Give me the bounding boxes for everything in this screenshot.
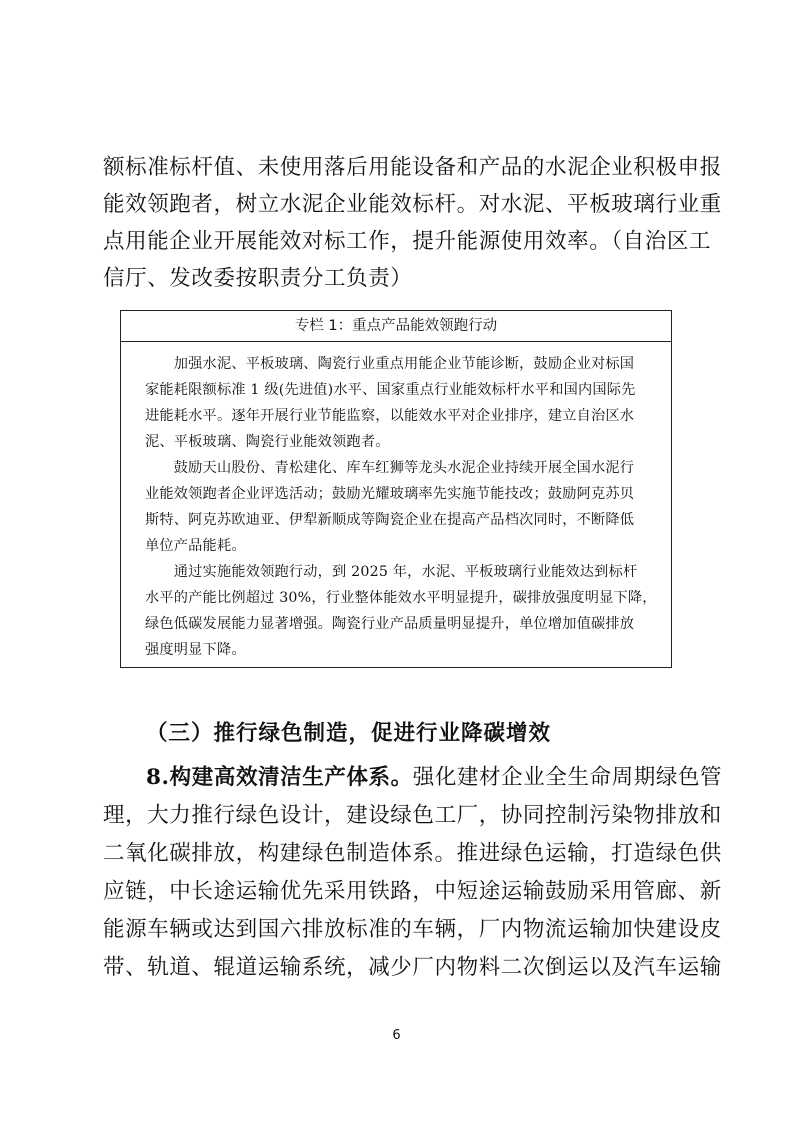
column-box-line: 绿色低碳发展能力显著增强。陶瓷行业产品质量明显提升，单位增加值碳排放	[145, 616, 635, 632]
column-box-line: 单位产品能耗。	[145, 538, 246, 554]
item-first-text: 强化建材企业全生命周期绿色管	[412, 765, 723, 790]
section-heading: （三）推行绿色制造，促进行业降碳增效	[146, 721, 552, 746]
page-number: 6	[392, 1028, 401, 1043]
column-box-line: 强度明显下降。	[145, 642, 246, 658]
body-text-line: 二氧化碳排放，构建绿色制造体系。推进绿色运输，打造绿色供	[103, 841, 722, 866]
column-box-line: 通过实施能效领跑行动，到 2025 年，水泥、平板玻璃行业能效达到标杆	[145, 564, 638, 580]
body-text-line: 能源车辆或达到国六排放标准的车辆，厂内物流运输加快建设皮	[103, 917, 722, 942]
column-box-line: 业能效领跑者企业评选活动；鼓励光耀玻璃率先实施节能技改；鼓励阿克苏贝	[145, 486, 635, 502]
body-text-line: 理，大力推行绿色设计，建设绿色工厂，协同控制污染物排放和	[103, 803, 722, 828]
column-box-line: 泥、平板玻璃、陶瓷行业能效领跑者。	[145, 434, 390, 450]
column-box-title: 专栏 1：重点产品能效领跑行动	[121, 311, 671, 342]
column-box-line: 家能耗限额标准 1 级(先进值)水平、国家重点行业能效标杆水平和国内国际先	[145, 382, 636, 398]
body-text-line: 点用能企业开展能效对标工作，提升能源使用效率。（自治区工	[103, 229, 712, 254]
column-box-line: 水平的产能比例超过 30%，行业整体能效水平明显提升，碳排放强度明显下降，	[145, 590, 657, 606]
body-text-line: 能效领跑者，树立水泥企业能效标杆。对水泥、平板玻璃行业重	[103, 192, 722, 217]
body-text-line: 额标准标杆值、未使用落后用能设备和产品的水泥企业积极申报	[103, 155, 722, 180]
column-box	[120, 310, 672, 668]
body-text-line: 应链，中长途运输优先采用铁路，中短途运输鼓励采用管廊、新	[103, 879, 722, 904]
column-box-line: 斯特、阿克苏欧迪亚、伊犁新顺成等陶瓷企业在提高产品档次同时，不断降低	[145, 512, 635, 528]
column-box-line: 进能耗水平。逐年开展行业节能监察，以能效水平对企业排序，建立自治区水	[145, 408, 635, 424]
item-first-line	[146, 760, 722, 791]
column-box-line: 加强水泥、平板玻璃、陶瓷行业重点用能企业节能诊断，鼓励企业对标国	[145, 356, 635, 372]
item-lead: 8.构建高效清洁生产体系。	[146, 765, 413, 790]
body-text-line: 带、轨道、辊道运输系统，减少厂内物料二次倒运以及汽车运输	[103, 955, 722, 980]
column-box-line: 鼓励天山股份、青松建化、库车红狮等龙头水泥企业持续开展全国水泥行	[145, 460, 635, 476]
body-text-line: 信厅、发改委按职责分工负责）	[103, 266, 413, 291]
